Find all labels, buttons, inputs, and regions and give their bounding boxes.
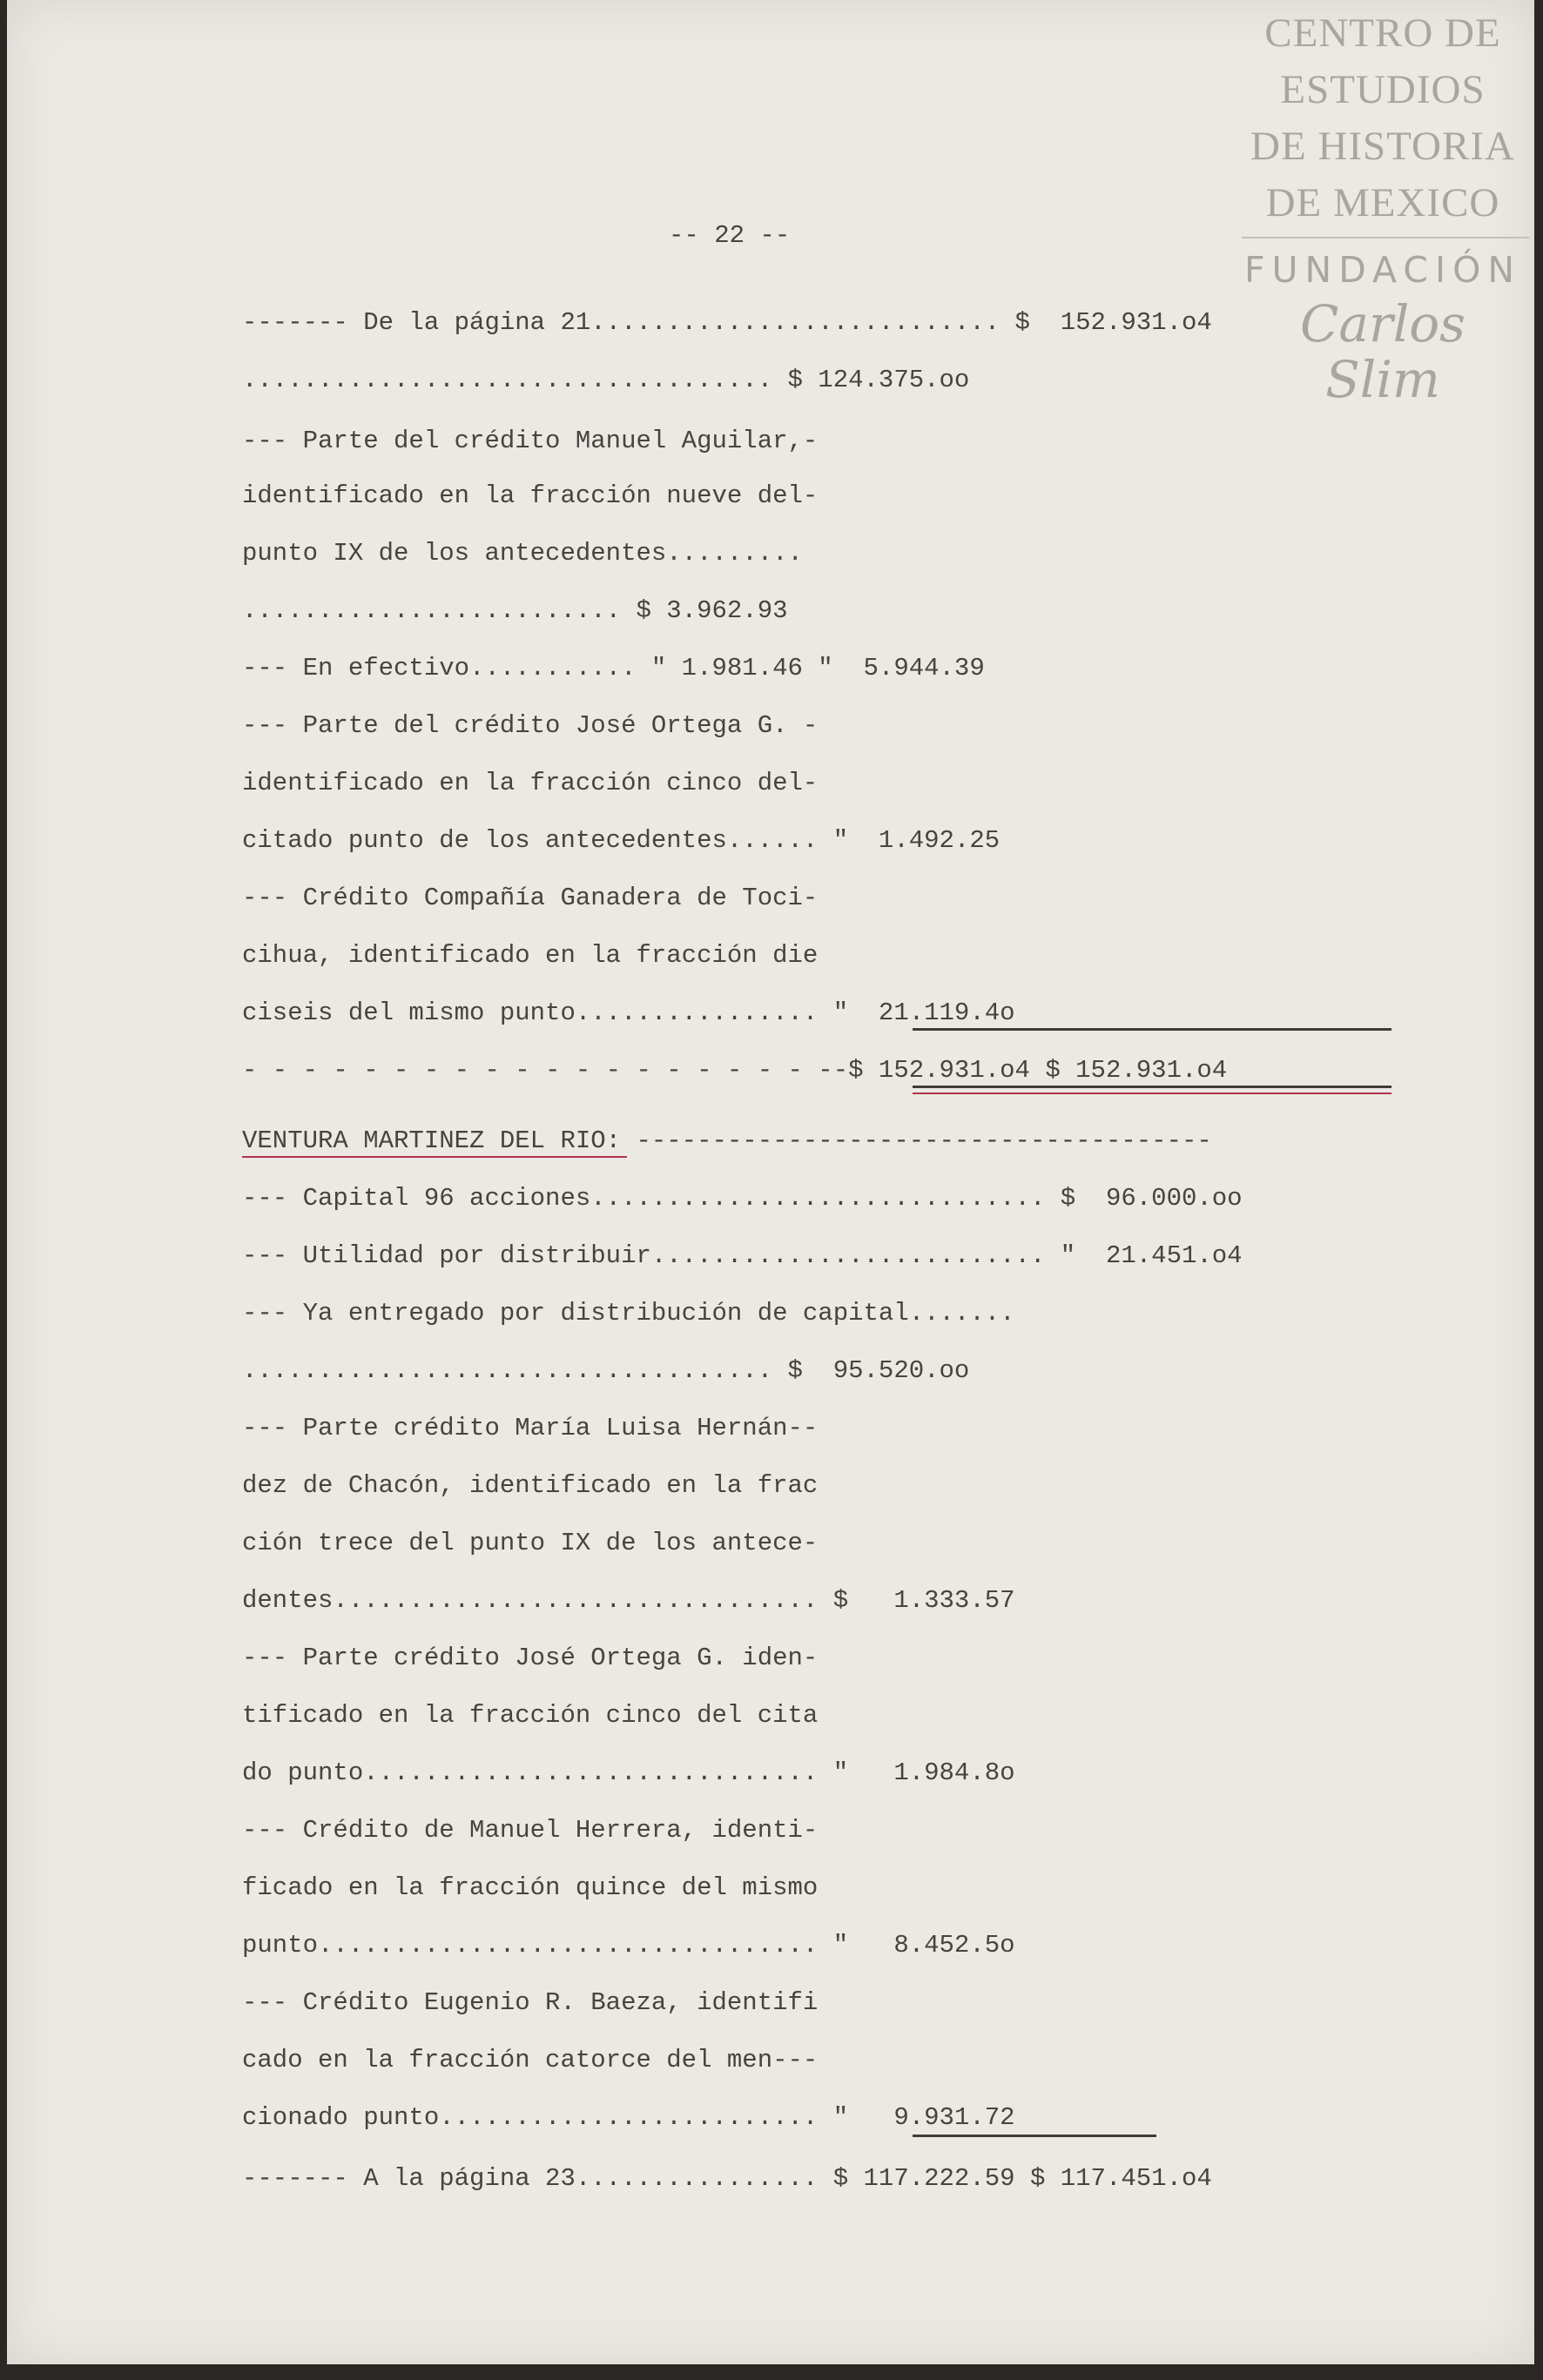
watermark-fundacion: FUNDACIÓN: [1243, 249, 1522, 291]
archive-watermark: [1235, 5, 1531, 407]
line-total-152931: - - - - - - - - - - - - - - - - - - - --$ 152.931.o4 $ 152.931.o4: [242, 1056, 1228, 1085]
line-baeza-3: cionado punto......................... " 9.931.72: [242, 2103, 1015, 2132]
section-heading-ventura: VENTURA MARTINEZ DEL RIO: --------------------------------------: [242, 1126, 1212, 1155]
page-number: -- 22 --: [669, 221, 791, 250]
sum-rule: [913, 1028, 1391, 1031]
line-herrera-3: punto................................. " 8.452.5o: [242, 1931, 1015, 1960]
line-utilidad: --- Utilidad por distribuir.......................... " 21.451.o4: [242, 1241, 1243, 1270]
line-hernandez-3: ción trece del punto IX de los antece-: [242, 1529, 819, 1557]
line-aguilar-2: identificado en la fracción nueve del-: [242, 481, 819, 510]
line-ortega-1: --- Parte del crédito José Ortega G. -: [242, 711, 819, 740]
line-hernandez-1: --- Parte crédito María Luisa Hernán--: [242, 1414, 819, 1442]
line-tocicihua-1: --- Crédito Compañía Ganadera de Toci-: [242, 884, 819, 912]
line-ortega-2: identificado en la fracción cinco del-: [242, 769, 819, 797]
line-herrera-1: --- Crédito de Manuel Herrera, identi-: [242, 1816, 819, 1845]
line-entregado: --- Ya entregado por distribución de capital.......: [242, 1299, 1015, 1328]
line-baeza-1: --- Crédito Eugenio R. Baeza, identifi: [242, 1988, 819, 2017]
sum-rule-2: [913, 2135, 1156, 2137]
watermark-line-3: DE HISTORIA: [1250, 124, 1515, 169]
line-carried-from-p21: ------- De la página 21........................... $ 152.931.o4: [242, 308, 1212, 337]
heading-underline: [242, 1156, 627, 1158]
line-tocicihua-3: ciseis del mismo punto................ " 21.119.4o: [242, 998, 1015, 1027]
line-subtotal-124375: ................................... $ 124.375.oo: [242, 366, 970, 394]
watermark-line-1: CENTRO DE: [1264, 10, 1501, 56]
line-ortega2-2: tificado en la fracción cinco del cita: [242, 1701, 819, 1730]
line-carried-to-p23: ------- A la página 23................ $ 117.222.59 $ 117.451.o4: [242, 2164, 1212, 2193]
watermark-line-2: ESTUDIOS: [1280, 67, 1486, 112]
line-hernandez-2: dez de Chacón, identificado en la frac: [242, 1471, 819, 1500]
line-aguilar-3: punto IX de los antecedentes.........: [242, 539, 803, 568]
line-ortega2-1: --- Parte crédito José Ortega G. iden-: [242, 1644, 819, 1672]
line-efectivo: --- En efectivo........... " 1.981.46 " 5.944.39: [242, 654, 985, 682]
watermark-divider: [1242, 237, 1529, 239]
line-capital: --- Capital 96 acciones.............................. $ 96.000.oo: [242, 1184, 1243, 1213]
line-baeza-2: cado en la fracción catorce del men---: [242, 2046, 819, 2074]
line-ortega-3: citado punto de los antecedentes...... " 1.492.25: [242, 826, 1001, 855]
watermark-signature: Carlos Slim: [1300, 294, 1466, 409]
total-rule-red: [913, 1093, 1391, 1094]
line-hernandez-4: dentes................................ $ 1.333.57: [242, 1586, 1015, 1615]
line-herrera-2: ficado en la fracción quince del mismo: [242, 1873, 819, 1902]
line-aguilar-amount: ......................... $ 3.962.93: [242, 596, 788, 625]
line-ortega2-3: do punto.............................. " 1.984.8o: [242, 1758, 1015, 1787]
total-rule-1: [913, 1086, 1391, 1088]
watermark-line-4: DE MEXICO: [1265, 180, 1500, 225]
line-tocicihua-2: cihua, identificado en la fracción die: [242, 941, 819, 970]
line-aguilar-1: --- Parte del crédito Manuel Aguilar,-: [242, 427, 819, 455]
document-page: [7, 0, 1534, 2364]
line-entregado-amount: ................................... $ 95.520.oo: [242, 1356, 970, 1385]
